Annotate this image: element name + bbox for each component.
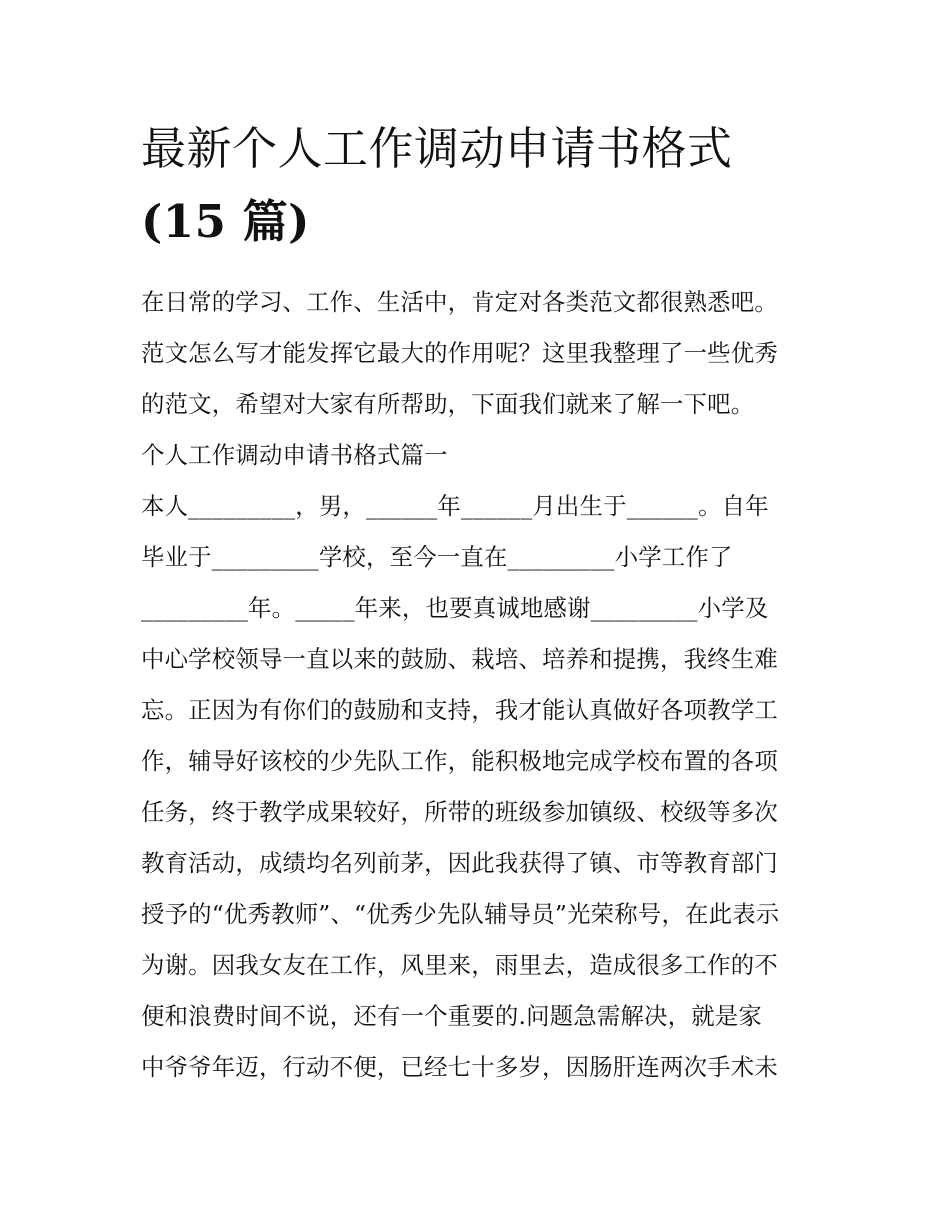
document-body bbox=[141, 277, 821, 1093]
body-line: _________年。_____年来，也要真诚地感谢_________小学及 bbox=[141, 594, 769, 622]
body-line: 范文怎么写才能发挥它最大的作用呢？这里我整理了一些优秀 bbox=[141, 339, 778, 367]
body-line: 中心学校领导一直以来的鼓励、栽培、培养和提携，我终生难 bbox=[141, 645, 778, 673]
body-line: 便和浪费时间不说，还有一个重要的.问题急需解决，就是家 bbox=[141, 1002, 762, 1030]
body-line: 任务，终于教学成果较好，所带的班级参加镇级、校级等多次 bbox=[141, 798, 778, 826]
body-line: 授予的“优秀教师”、“优秀少先队辅导员”光荣称号，在此表示 bbox=[141, 900, 780, 928]
body-line: 中爷爷年迈，行动不便，已经七十多岁，因肠肝连两次手术未 bbox=[141, 1053, 778, 1081]
section-heading: 个人工作调动申请书格式篇一 bbox=[141, 441, 448, 469]
document-title bbox=[141, 112, 821, 258]
body-line: 为谢。因我女友在工作，风里来，雨里去，造成很多工作的不 bbox=[141, 951, 778, 979]
body-line: 在日常的学习、工作、生活中，肯定对各类范文都很熟悉吧。 bbox=[141, 288, 778, 316]
title-line-2: (15 篇) bbox=[141, 195, 310, 248]
body-line: 作，辅导好该校的少先队工作，能积极地完成学校布置的各项 bbox=[141, 747, 778, 775]
body-line: 毕业于_________学校，至今一直在_________小学工作了 bbox=[141, 543, 733, 571]
body-line: 忘。正因为有你们的鼓励和支持，我才能认真做好各项教学工 bbox=[141, 696, 778, 724]
body-line: 本人_________，男，______年______月出生于______。自年 bbox=[141, 492, 769, 520]
body-line: 的范文，希望对大家有所帮助，下面我们就来了解一下吧。 bbox=[141, 390, 755, 418]
body-line: 教育活动，成绩均名列前茅，因此我获得了镇、市等教育部门 bbox=[141, 849, 778, 877]
title-line-1: 最新个人工作调动申请书格式 bbox=[141, 122, 733, 175]
